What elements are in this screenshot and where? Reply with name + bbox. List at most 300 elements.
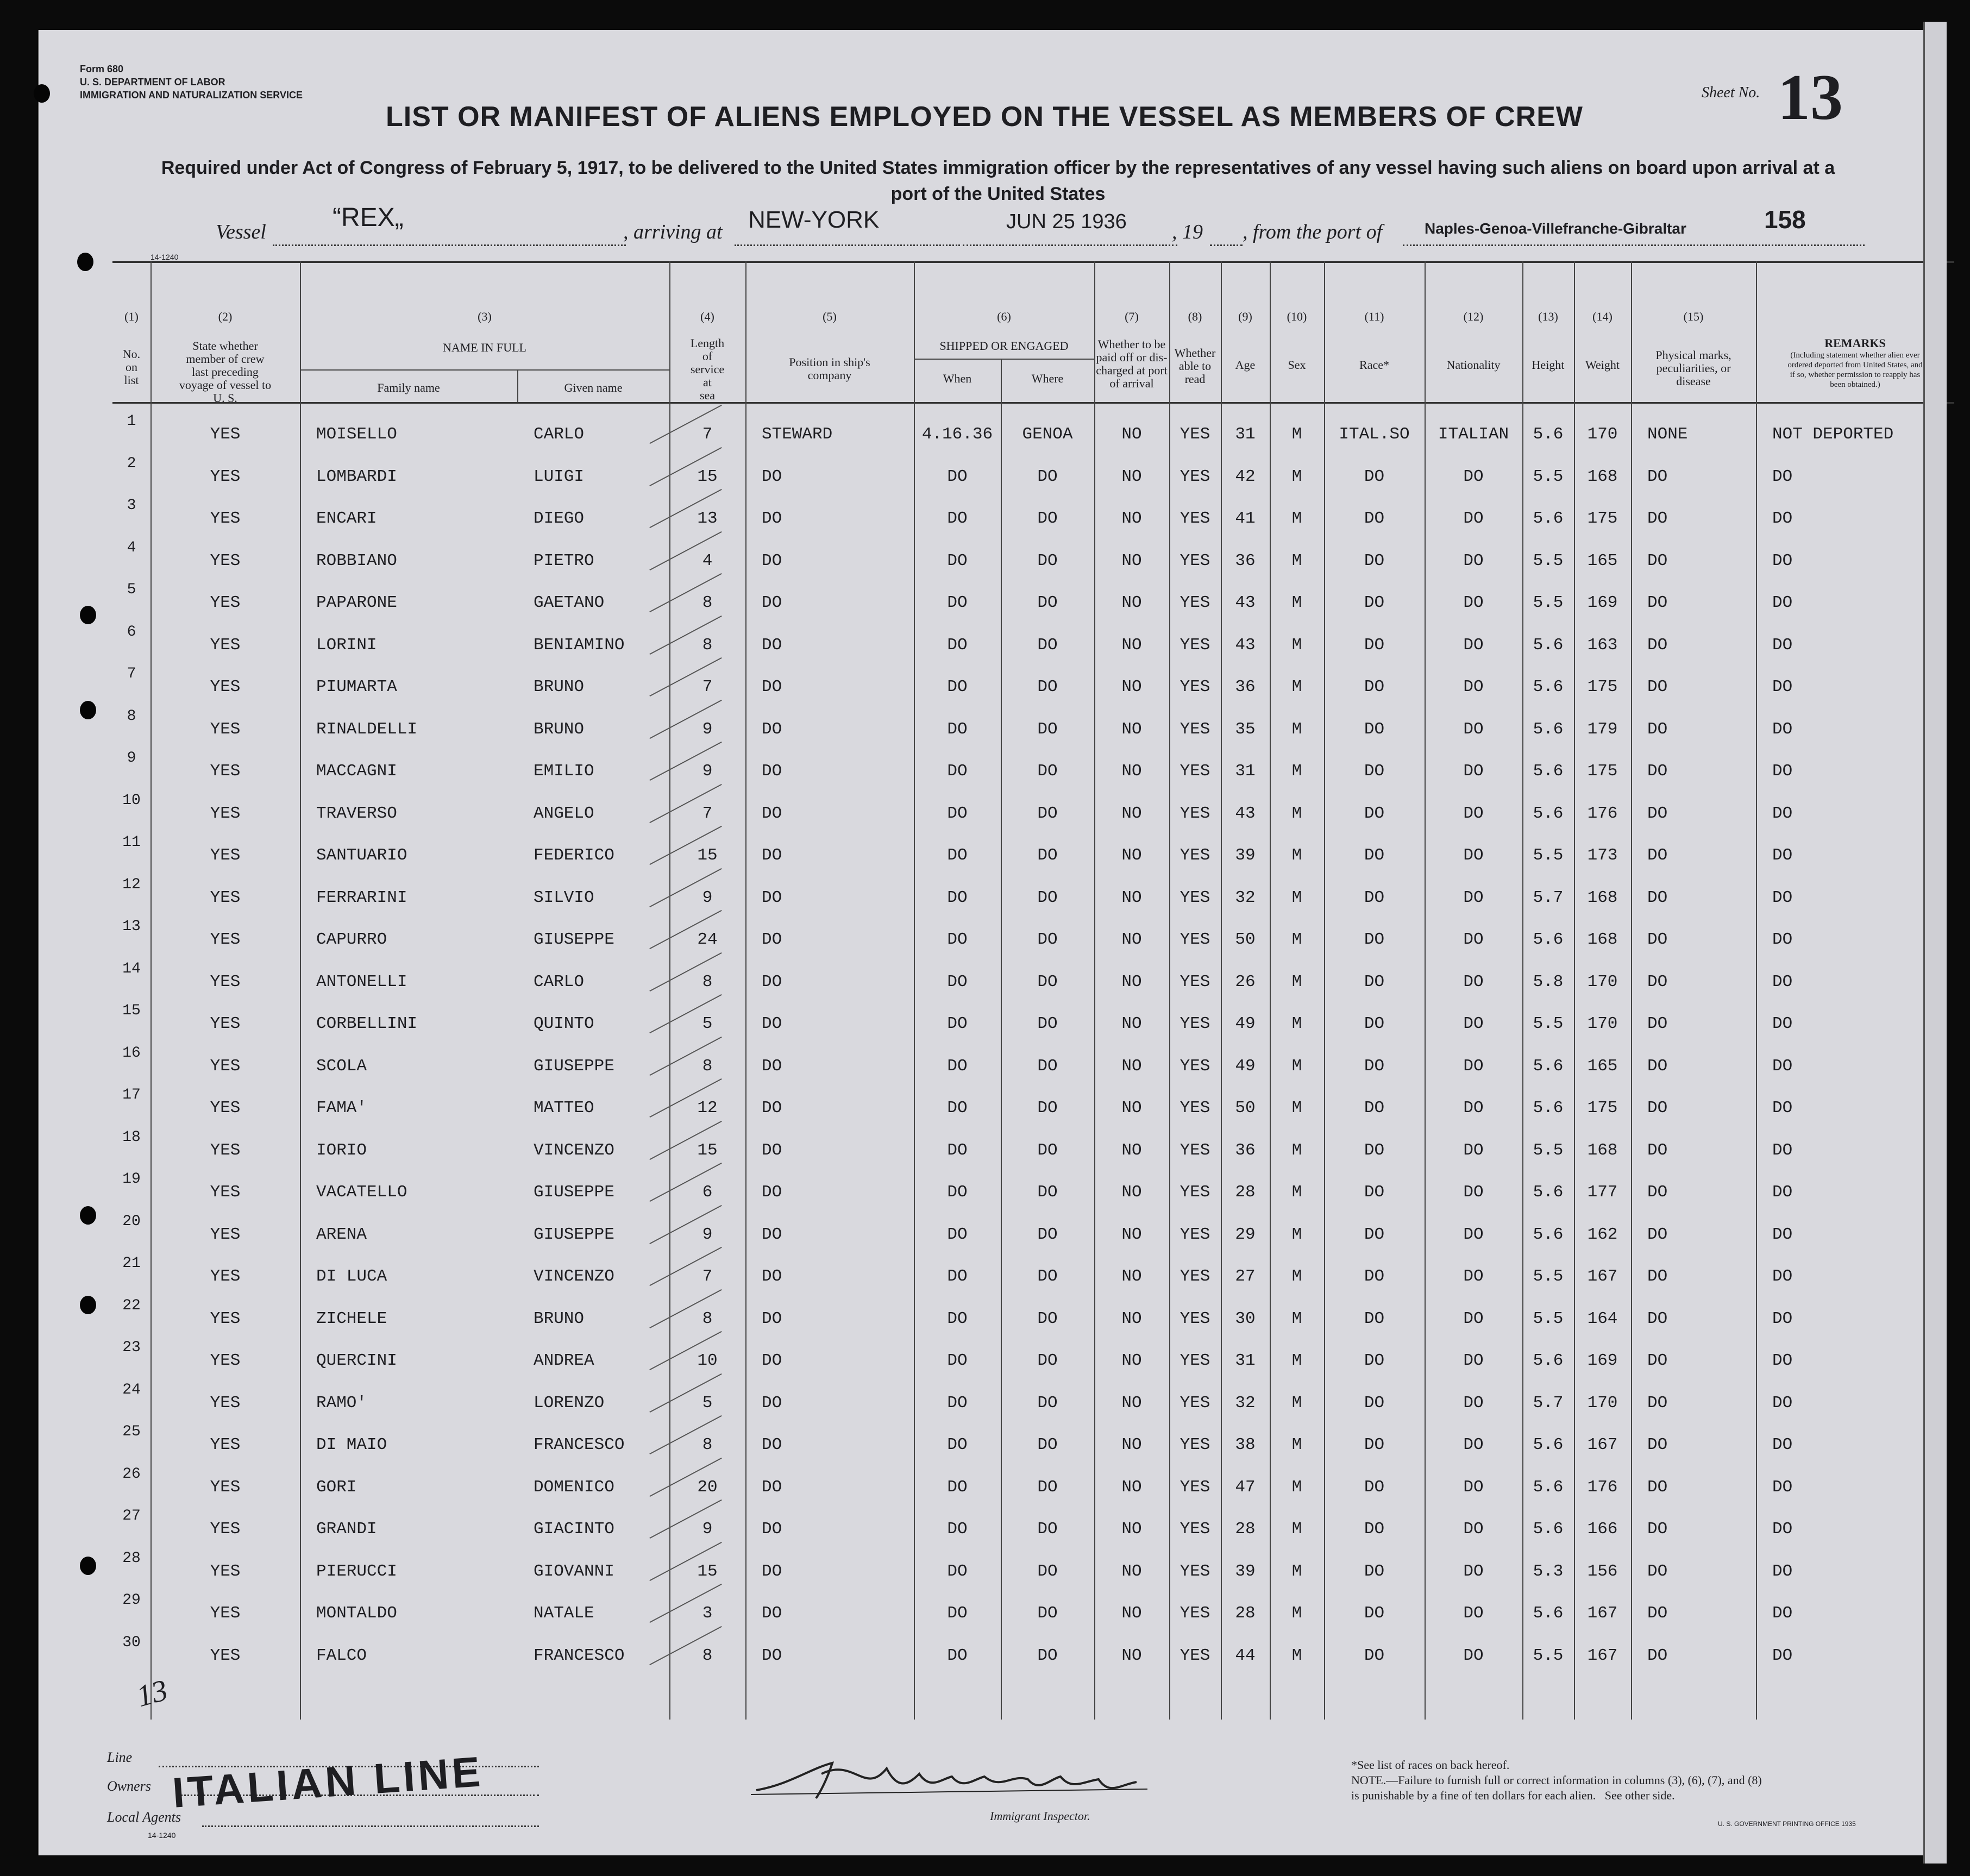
length-service-cell: 8 (702, 593, 713, 612)
weight-cell: 169 (1587, 1351, 1618, 1370)
column-number: (2) (218, 310, 233, 323)
physical-marks-cell: DO (1647, 1056, 1668, 1076)
manifest-sheet (38, 30, 1930, 1855)
sex-cell: M (1291, 1183, 1302, 1202)
family-name-cell: PIERUCCI (316, 1561, 397, 1581)
nationality-cell: DO (1463, 1646, 1484, 1665)
footer-small-code: 14-1240 (148, 1831, 176, 1840)
weight-cell: 162 (1587, 1225, 1618, 1244)
row-number-cell: 21 (122, 1255, 141, 1272)
family-name-cell: RAMO' (316, 1393, 367, 1413)
weight-cell: 168 (1587, 930, 1618, 949)
age-cell: 39 (1235, 846, 1256, 865)
weight-cell: 166 (1587, 1520, 1618, 1539)
family-name-cell: PIUMARTA (316, 677, 397, 697)
crew-last-voyage-cell: YES (210, 1140, 241, 1160)
given-name-cell: GIUSEPPE (534, 1225, 614, 1244)
table-row (112, 624, 1954, 666)
remarks-cell: DO (1772, 635, 1793, 655)
shipped-where-cell: DO (1037, 551, 1058, 570)
row-number-cell: 7 (127, 666, 136, 682)
nationality-cell: DO (1463, 888, 1484, 907)
given-name-cell: QUINTO (534, 1014, 594, 1033)
physical-marks-cell: DO (1647, 1099, 1668, 1118)
position-cell: DO (762, 1393, 782, 1413)
given-name-cell: PIETRO (534, 551, 594, 570)
able-read-cell: YES (1180, 1604, 1210, 1623)
name-subheader-rule (300, 369, 669, 371)
physical-marks-cell: DO (1647, 677, 1668, 697)
position-cell: DO (762, 1183, 782, 1202)
shipped-where-cell: DO (1037, 1309, 1058, 1328)
header-race: Race* (1359, 358, 1389, 372)
arriving-label: , arriving at (623, 221, 723, 243)
physical-marks-cell: DO (1647, 509, 1668, 528)
physical-marks-cell: DO (1647, 846, 1668, 865)
height-cell: 5.7 (1533, 1393, 1564, 1413)
remarks-cell: DO (1772, 1393, 1793, 1413)
crew-last-voyage-cell: YES (210, 425, 241, 444)
shipped-when-cell: DO (947, 1267, 968, 1286)
shipped-where-cell: DO (1037, 1056, 1058, 1076)
crew-last-voyage-cell: YES (210, 677, 241, 697)
weight-cell: 167 (1587, 1435, 1618, 1454)
able-read-cell: YES (1180, 1435, 1210, 1454)
printer-line: U. S. GOVERNMENT PRINTING OFFICE 1935 (1718, 1820, 1856, 1828)
crew-last-voyage-cell: YES (210, 1309, 241, 1328)
shipped-where-cell: DO (1037, 593, 1058, 612)
paid-off-cell: NO (1121, 1056, 1142, 1076)
age-cell: 43 (1235, 804, 1256, 823)
race-cell: DO (1364, 551, 1385, 570)
paid-off-cell: NO (1121, 972, 1142, 992)
weight-cell: 170 (1587, 425, 1618, 444)
remarks-cell: DO (1772, 1225, 1793, 1244)
binder-hole (80, 701, 96, 719)
able-read-cell: YES (1180, 1646, 1210, 1665)
paid-off-cell: NO (1121, 762, 1142, 781)
given-name-cell: GIUSEPPE (534, 1056, 614, 1076)
sex-cell: M (1291, 551, 1302, 570)
race-cell: DO (1364, 762, 1385, 781)
inspector-label: Immigrant Inspector. (990, 1809, 1090, 1823)
length-service-cell: 13 (697, 509, 718, 528)
sex-cell: M (1291, 762, 1302, 781)
height-cell: 5.6 (1533, 677, 1564, 697)
shipped-where-cell: DO (1037, 1520, 1058, 1539)
nationality-cell: DO (1463, 804, 1484, 823)
remarks-cell: DO (1772, 1309, 1793, 1328)
from-ports: Naples-Genoa-Villefranche-Gibraltar (1425, 220, 1686, 237)
position-cell: DO (762, 1646, 782, 1665)
nationality-cell: DO (1463, 1477, 1484, 1497)
weight-cell: 167 (1587, 1604, 1618, 1623)
length-service-cell: 20 (697, 1477, 718, 1497)
line-label: Line (107, 1749, 133, 1765)
year-field-line (1210, 244, 1243, 246)
crew-last-voyage-cell: YES (210, 846, 241, 865)
nationality-cell: DO (1463, 1561, 1484, 1581)
table-row (112, 1129, 1954, 1171)
table-row (112, 961, 1954, 1003)
header-remarks-note: (Including statement whether alien ever ordered deported from United States, and if so, whether permission to reapply has been obtained.) (1787, 351, 1923, 389)
table-row (112, 918, 1954, 961)
physical-marks-cell: DO (1647, 1140, 1668, 1160)
able-read-cell: YES (1180, 1225, 1210, 1244)
race-cell: DO (1364, 972, 1385, 992)
able-read-cell: YES (1180, 972, 1210, 992)
weight-cell: 169 (1587, 593, 1618, 612)
height-cell: 5.6 (1533, 1520, 1564, 1539)
column-number: (14) (1592, 310, 1613, 323)
able-read-cell: YES (1180, 804, 1210, 823)
shipped-where-cell: DO (1037, 719, 1058, 739)
physical-marks-cell: DO (1647, 804, 1668, 823)
shipped-where-cell: DO (1037, 930, 1058, 949)
sex-cell: M (1291, 1435, 1302, 1454)
age-cell: 28 (1235, 1183, 1256, 1202)
penalty-note: NOTE.—Failure to furnish full or correct information in columns (3), (6), (7), and (8) is punishable by a fine of ten dollars for each alien. See other side. (1351, 1773, 1762, 1802)
length-service-cell: 8 (702, 1056, 713, 1076)
physical-marks-cell: DO (1647, 888, 1668, 907)
table-row (112, 750, 1954, 792)
height-cell: 5.6 (1533, 1099, 1564, 1118)
shipped-when-cell: DO (947, 635, 968, 655)
given-name-cell: GIUSEPPE (534, 930, 614, 949)
crew-table (112, 261, 1954, 1720)
physical-marks-cell: DO (1647, 1435, 1668, 1454)
race-cell: DO (1364, 1477, 1385, 1497)
physical-marks-cell: DO (1647, 972, 1668, 992)
position-cell: DO (762, 1056, 782, 1076)
family-name-cell: TRAVERSO (316, 804, 397, 823)
physical-marks-cell: DO (1647, 467, 1668, 486)
able-read-cell: YES (1180, 425, 1210, 444)
given-name-cell: GIACINTO (534, 1520, 614, 1539)
weight-cell: 170 (1587, 1393, 1618, 1413)
crew-last-voyage-cell: YES (210, 762, 241, 781)
paid-off-cell: NO (1121, 509, 1142, 528)
row-number-cell: 9 (127, 750, 136, 767)
length-service-cell: 5 (702, 1393, 713, 1413)
crew-last-voyage-cell: YES (210, 972, 241, 992)
paid-off-cell: NO (1121, 719, 1142, 739)
remarks-cell: DO (1772, 888, 1793, 907)
sex-cell: M (1291, 1561, 1302, 1581)
able-read-cell: YES (1180, 1561, 1210, 1581)
able-read-cell: YES (1180, 551, 1210, 570)
position-cell: DO (762, 1099, 782, 1118)
able-read-cell: YES (1180, 719, 1210, 739)
shipped-where-cell: DO (1037, 467, 1058, 486)
nationality-cell: DO (1463, 1267, 1484, 1286)
page-reference: 158 (1764, 205, 1806, 234)
age-cell: 38 (1235, 1435, 1256, 1454)
race-cell: DO (1364, 888, 1385, 907)
remarks-cell: DO (1772, 719, 1793, 739)
table-row (112, 1213, 1954, 1256)
from-label: , from the port of (1243, 221, 1383, 243)
row-number-cell: 27 (122, 1508, 141, 1524)
height-cell: 5.6 (1533, 804, 1564, 823)
column-number: (13) (1538, 310, 1558, 323)
family-name-cell: CORBELLINI (316, 1014, 418, 1033)
given-name-cell: FRANCESCO (534, 1435, 625, 1454)
crew-last-voyage-cell: YES (210, 888, 241, 907)
able-read-cell: YES (1180, 1014, 1210, 1033)
family-name-cell: LORINI (316, 635, 377, 655)
shipped-where-cell: DO (1037, 1477, 1058, 1497)
row-number-cell: 16 (122, 1044, 141, 1062)
physical-marks-cell: DO (1647, 1561, 1668, 1581)
family-name-cell: FAMA' (316, 1099, 367, 1118)
column-number: (8) (1188, 310, 1202, 323)
race-cell: DO (1364, 1267, 1385, 1286)
table-row (112, 539, 1954, 582)
weight-cell: 170 (1587, 972, 1618, 992)
height-cell: 5.5 (1533, 1140, 1564, 1160)
row-number-cell: 15 (122, 1002, 141, 1019)
column-number: (3) (478, 310, 492, 323)
paid-off-cell: NO (1121, 677, 1142, 697)
crew-last-voyage-cell: YES (210, 593, 241, 612)
column-number: (12) (1463, 310, 1484, 323)
remarks-cell: NOT DEPORTED (1772, 425, 1894, 444)
shipped-when-cell: DO (947, 804, 968, 823)
length-service-cell: 9 (702, 888, 713, 907)
race-cell: DO (1364, 1604, 1385, 1623)
table-top-rule (112, 261, 1954, 263)
given-name-cell: GIOVANNI (534, 1561, 614, 1581)
height-cell: 5.5 (1533, 467, 1564, 486)
race-cell: DO (1364, 1225, 1385, 1244)
header-physical: Physical marks, peculiarities, or disease (1655, 348, 1731, 388)
length-service-cell: 15 (697, 467, 718, 486)
family-name-cell: ROBBIANO (316, 551, 397, 570)
family-name-cell: GORI (316, 1477, 357, 1497)
sex-cell: M (1291, 1056, 1302, 1076)
family-name-cell: SCOLA (316, 1056, 367, 1076)
nationality-cell: DO (1463, 1309, 1484, 1328)
position-cell: DO (762, 1225, 782, 1244)
given-name-cell: BRUNO (534, 1309, 585, 1328)
row-number-cell: 8 (127, 707, 136, 725)
header-remarks: REMARKS (1824, 336, 1886, 350)
crew-last-voyage-cell: YES (210, 1056, 241, 1076)
remarks-cell: DO (1772, 1099, 1793, 1118)
header-position: Position in ship's company (789, 355, 870, 382)
sex-cell: M (1291, 1140, 1302, 1160)
remarks-cell: DO (1772, 1183, 1793, 1202)
age-cell: 43 (1235, 593, 1256, 612)
shipped-when-cell: DO (947, 719, 968, 739)
length-service-cell: 8 (702, 1646, 713, 1665)
given-name-cell: EMILIO (534, 762, 594, 781)
header-nationality: Nationality (1446, 358, 1501, 372)
agents-label: Local Agents (107, 1809, 181, 1825)
shipped-when-cell: DO (947, 846, 968, 865)
age-cell: 36 (1235, 551, 1256, 570)
able-read-cell: YES (1180, 677, 1210, 697)
position-cell: DO (762, 593, 782, 612)
paid-off-cell: NO (1121, 1140, 1142, 1160)
form-number: Form 680 U. S. DEPARTMENT OF LABOR IMMIGRATION AND NATURALIZATION SERVICE (80, 64, 303, 101)
header-when: When (943, 372, 972, 385)
weight-cell: 168 (1587, 1140, 1618, 1160)
sex-cell: M (1291, 1351, 1302, 1370)
paid-off-cell: NO (1121, 425, 1142, 444)
column-number: (11) (1364, 310, 1384, 323)
weight-cell: 170 (1587, 1014, 1618, 1033)
owners-label: Owners (107, 1778, 151, 1794)
crew-last-voyage-cell: YES (210, 551, 241, 570)
physical-marks-cell: NONE (1647, 425, 1688, 444)
paid-off-cell: NO (1121, 888, 1142, 907)
table-row (112, 1423, 1954, 1466)
shipped-when-cell: DO (947, 1183, 968, 1202)
shipped-where-cell: DO (1037, 1140, 1058, 1160)
physical-marks-cell: DO (1647, 593, 1668, 612)
shipped-where-cell: DO (1037, 1099, 1058, 1118)
nationality-cell: DO (1463, 1099, 1484, 1118)
nationality-cell: DO (1463, 762, 1484, 781)
physical-marks-cell: DO (1647, 1267, 1668, 1286)
height-cell: 5.6 (1533, 1056, 1564, 1076)
given-name-cell: DOMENICO (534, 1477, 614, 1497)
remarks-cell: DO (1772, 1014, 1793, 1033)
age-cell: 28 (1235, 1520, 1256, 1539)
physical-marks-cell: DO (1647, 930, 1668, 949)
age-cell: 42 (1235, 467, 1256, 486)
weight-cell: 175 (1587, 509, 1618, 528)
header-shipped-engaged: SHIPPED OR ENGAGED (939, 339, 1069, 353)
length-service-cell: 4 (702, 551, 713, 570)
family-name-cell: RINALDELLI (316, 719, 418, 739)
shipped-where-cell: DO (1037, 972, 1058, 992)
binder-hole (80, 1296, 96, 1314)
position-cell: DO (762, 846, 782, 865)
subtitle (99, 155, 1897, 207)
given-name-cell: CARLO (534, 972, 585, 992)
row-number-cell: 13 (122, 918, 141, 935)
race-cell: DO (1364, 467, 1385, 486)
able-read-cell: YES (1180, 1393, 1210, 1413)
sex-cell: M (1291, 1099, 1302, 1118)
column-number: (5) (823, 310, 837, 323)
height-cell: 5.6 (1533, 1225, 1564, 1244)
table-row (112, 1339, 1954, 1382)
paid-off-cell: NO (1121, 1351, 1142, 1370)
able-read-cell: YES (1180, 1183, 1210, 1202)
shipped-where-cell: DO (1037, 1604, 1058, 1623)
position-cell: DO (762, 762, 782, 781)
row-number-cell: 10 (122, 792, 141, 809)
given-name-cell: NATALE (534, 1604, 594, 1623)
header-no-on-list: No. on list (122, 347, 141, 387)
remarks-cell: DO (1772, 972, 1793, 992)
row-number-cell: 6 (127, 623, 136, 641)
family-name-cell: VACATELLO (316, 1183, 407, 1202)
height-cell: 5.6 (1533, 1604, 1564, 1623)
shipped-when-cell: DO (947, 509, 968, 528)
sex-cell: M (1291, 1267, 1302, 1286)
paid-off-cell: NO (1121, 1520, 1142, 1539)
inspector-signature (745, 1747, 1158, 1812)
physical-marks-cell: DO (1647, 1225, 1668, 1244)
physical-marks-cell: DO (1647, 635, 1668, 655)
age-cell: 28 (1235, 1604, 1256, 1623)
paid-off-cell: NO (1121, 1646, 1142, 1665)
shipped-when-cell: DO (947, 1225, 968, 1244)
row-number-cell: 24 (122, 1381, 141, 1398)
race-cell: DO (1364, 1393, 1385, 1413)
shipped-when-cell: DO (947, 972, 968, 992)
sex-cell: M (1291, 1477, 1302, 1497)
remarks-cell: DO (1772, 1267, 1793, 1286)
physical-marks-cell: DO (1647, 551, 1668, 570)
line-stamp: ITALIAN LINE (171, 1747, 485, 1817)
nationality-cell: DO (1463, 930, 1484, 949)
vessel-name: “REX„ (332, 203, 404, 232)
age-cell: 31 (1235, 425, 1256, 444)
given-name-cell: DIEGO (534, 509, 585, 528)
crew-last-voyage-cell: YES (210, 1520, 241, 1539)
able-read-cell: YES (1180, 1099, 1210, 1118)
handwritten-mark: 13 (133, 1673, 172, 1714)
from-field-line (1403, 244, 1865, 246)
able-read-cell: YES (1180, 846, 1210, 865)
subtitle-line: Required under Act of Congress of February 5, 1917, to be delivered to the United States immigration officer by the representatives of any vessel having such aliens on board upon arrival at a (161, 158, 1835, 178)
sex-cell: M (1291, 846, 1302, 865)
height-cell: 5.5 (1533, 1267, 1564, 1286)
paid-off-cell: NO (1121, 1267, 1142, 1286)
family-name-cell: DI MAIO (316, 1435, 387, 1454)
paid-off-cell: NO (1121, 635, 1142, 655)
shipped-when-cell: DO (947, 551, 968, 570)
sex-cell: M (1291, 509, 1302, 528)
age-cell: 36 (1235, 1140, 1256, 1160)
paid-off-cell: NO (1121, 467, 1142, 486)
paid-off-cell: NO (1121, 551, 1142, 570)
race-cell: DO (1364, 509, 1385, 528)
nationality-cell: DO (1463, 1604, 1484, 1623)
header-length-service: Length of service at sea (690, 336, 725, 402)
table-row (112, 497, 1954, 539)
age-cell: 29 (1235, 1225, 1256, 1244)
row-number-cell: 2 (127, 455, 136, 472)
column-number: (15) (1683, 310, 1704, 323)
sex-cell: M (1291, 1393, 1302, 1413)
year-label: , 19 (1172, 221, 1203, 243)
header-family-name: Family name (377, 381, 440, 394)
shipped-when-cell: DO (947, 1014, 968, 1033)
header-paid-off: Whether to be paid off or dis- charged at port of arrival (1096, 337, 1168, 390)
physical-marks-cell: DO (1647, 1309, 1668, 1328)
position-cell: DO (762, 719, 782, 739)
nationality-cell: DO (1463, 551, 1484, 570)
row-number-cell: 19 (122, 1171, 141, 1188)
shipped-when-cell: DO (947, 888, 968, 907)
position-cell: DO (762, 677, 782, 697)
height-cell: 5.6 (1533, 425, 1564, 444)
race-cell: DO (1364, 1183, 1385, 1202)
family-name-cell: ARENA (316, 1225, 367, 1244)
given-name-cell: ANDREA (534, 1351, 594, 1370)
weight-cell: 179 (1587, 719, 1618, 739)
shipped-where-cell: DO (1037, 1646, 1058, 1665)
age-cell: 36 (1235, 677, 1256, 697)
paid-off-cell: NO (1121, 1183, 1142, 1202)
